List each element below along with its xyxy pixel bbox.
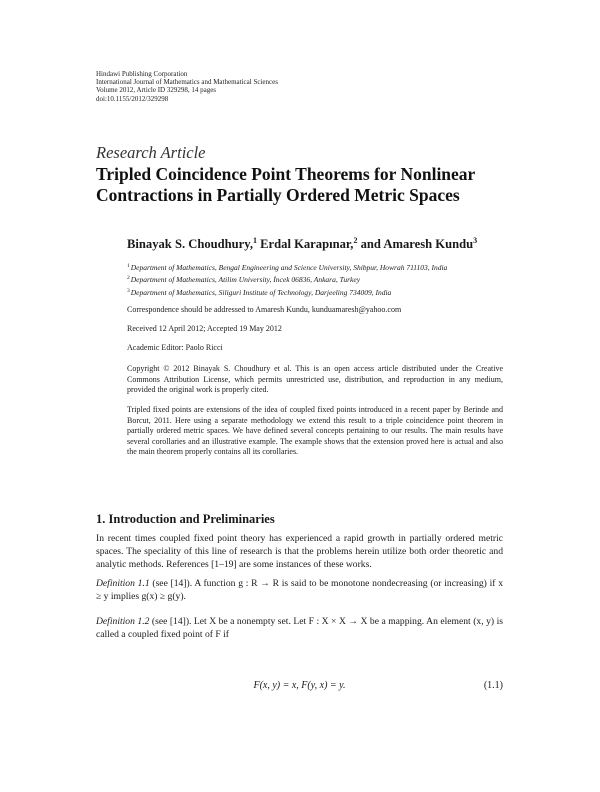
definition-label: Definition 1.2 <box>96 616 150 627</box>
publisher-name: Hindawi Publishing Corporation <box>96 70 188 78</box>
author-list <box>127 236 477 252</box>
author-affil-mark: 2 <box>353 236 358 245</box>
affiliation <box>127 273 447 285</box>
article-type: Research Article <box>96 143 206 162</box>
volume-info: Volume 2012, Article ID 329298, 14 pages <box>96 86 217 95</box>
abstract: Tripled fixed points are extensions of the idea of coupled fixed points introduced in a recent paper by Berinde and Borcut, 2011. Here using a separate methodology we extend this result to a triple coincidence point theorem in partially ordered metric spaces. We have defined several concepts pertaining to our results. The main results have several corollaries and an illustrative example. The example shows that the extension proved here is actual and also the main theorem properly contains all its corollaries. <box>127 405 503 457</box>
equation-body: F(x, y) = x, F(y, x) = y. <box>253 680 346 691</box>
intro-paragraph: In recent times coupled fixed point theory has experienced a rapid growth in partially ordered metric spaces. The speciality of this line of research is that the problems herein utilize both order theoretic and analytic methods. References [1–19] are some instances of these works. <box>96 533 503 571</box>
affiliation-text: Department of Mathematics, Atilim University, İncek 06836, Ankara, Turkey <box>130 275 361 285</box>
author-name: and Amaresh Kundu <box>360 237 474 251</box>
affiliation <box>127 286 447 298</box>
definition-text: (see [14]). A function g : R → R is said to be monotone nondecreasing (or increasing) if x ≥ y implies g(x) ≥ g(y). <box>96 578 503 603</box>
equation-1-1 <box>96 680 503 694</box>
author-affil-mark: 3 <box>473 236 478 245</box>
equation-number: (1.1) <box>483 680 503 691</box>
definition-1-2 <box>96 615 503 641</box>
definition-label: Definition 1.1 <box>96 578 150 589</box>
affiliation-text: Department of Mathematics, Siliguri Institute of Technology, Darjeeling 734009, India <box>130 287 392 297</box>
definition-text: (see [14]). Let X be a nonempty set. Let F : X × X → X be a mapping. An element (x, y) is called a coupled fixed point of F if <box>96 616 503 641</box>
received-dates: Received 12 April 2012; Accepted 19 May 2012 <box>127 324 282 333</box>
affiliation <box>127 261 447 273</box>
doi: doi:10.1155/2012/329298 <box>96 94 169 103</box>
affiliation-number: 3 <box>127 287 130 294</box>
author-name: Binayak S. Choudhury, <box>127 237 253 251</box>
section-heading: 1. Introduction and Preliminaries <box>96 512 275 526</box>
paper-title: Tripled Coincidence Point Theorems for Nonlinear Contractions in Partially Ordered Metric Spaces <box>96 164 476 205</box>
academic-editor: Academic Editor: Paolo Ricci <box>127 343 223 352</box>
journal-name: International Journal of Mathematics and Mathematical Sciences <box>96 78 278 87</box>
author-name: Erdal Karapınar, <box>260 237 354 251</box>
author-affil-mark: 1 <box>253 236 257 245</box>
definition-1-1 <box>96 577 503 603</box>
correspondence: Correspondence should be addressed to Amaresh Kundu, kunduamaresh@yahoo.com <box>127 305 402 314</box>
affiliation-list <box>127 261 447 298</box>
affiliation-number: 1 <box>127 263 130 269</box>
journal-header <box>96 70 278 103</box>
affiliation-text: Department of Mathematics, Bengal Engineering and Science University, Shibpur, Howrah 711103, India <box>130 263 448 272</box>
affiliation-number: 2 <box>127 275 130 282</box>
copyright-notice: Copyright © 2012 Binayak S. Choudhury et al. This is an open access article distributed under the Creative Commons Attribution License, which permits unrestricted use, distribution, and reproduction in any medium, provided the original work is properly cited. <box>127 364 503 395</box>
